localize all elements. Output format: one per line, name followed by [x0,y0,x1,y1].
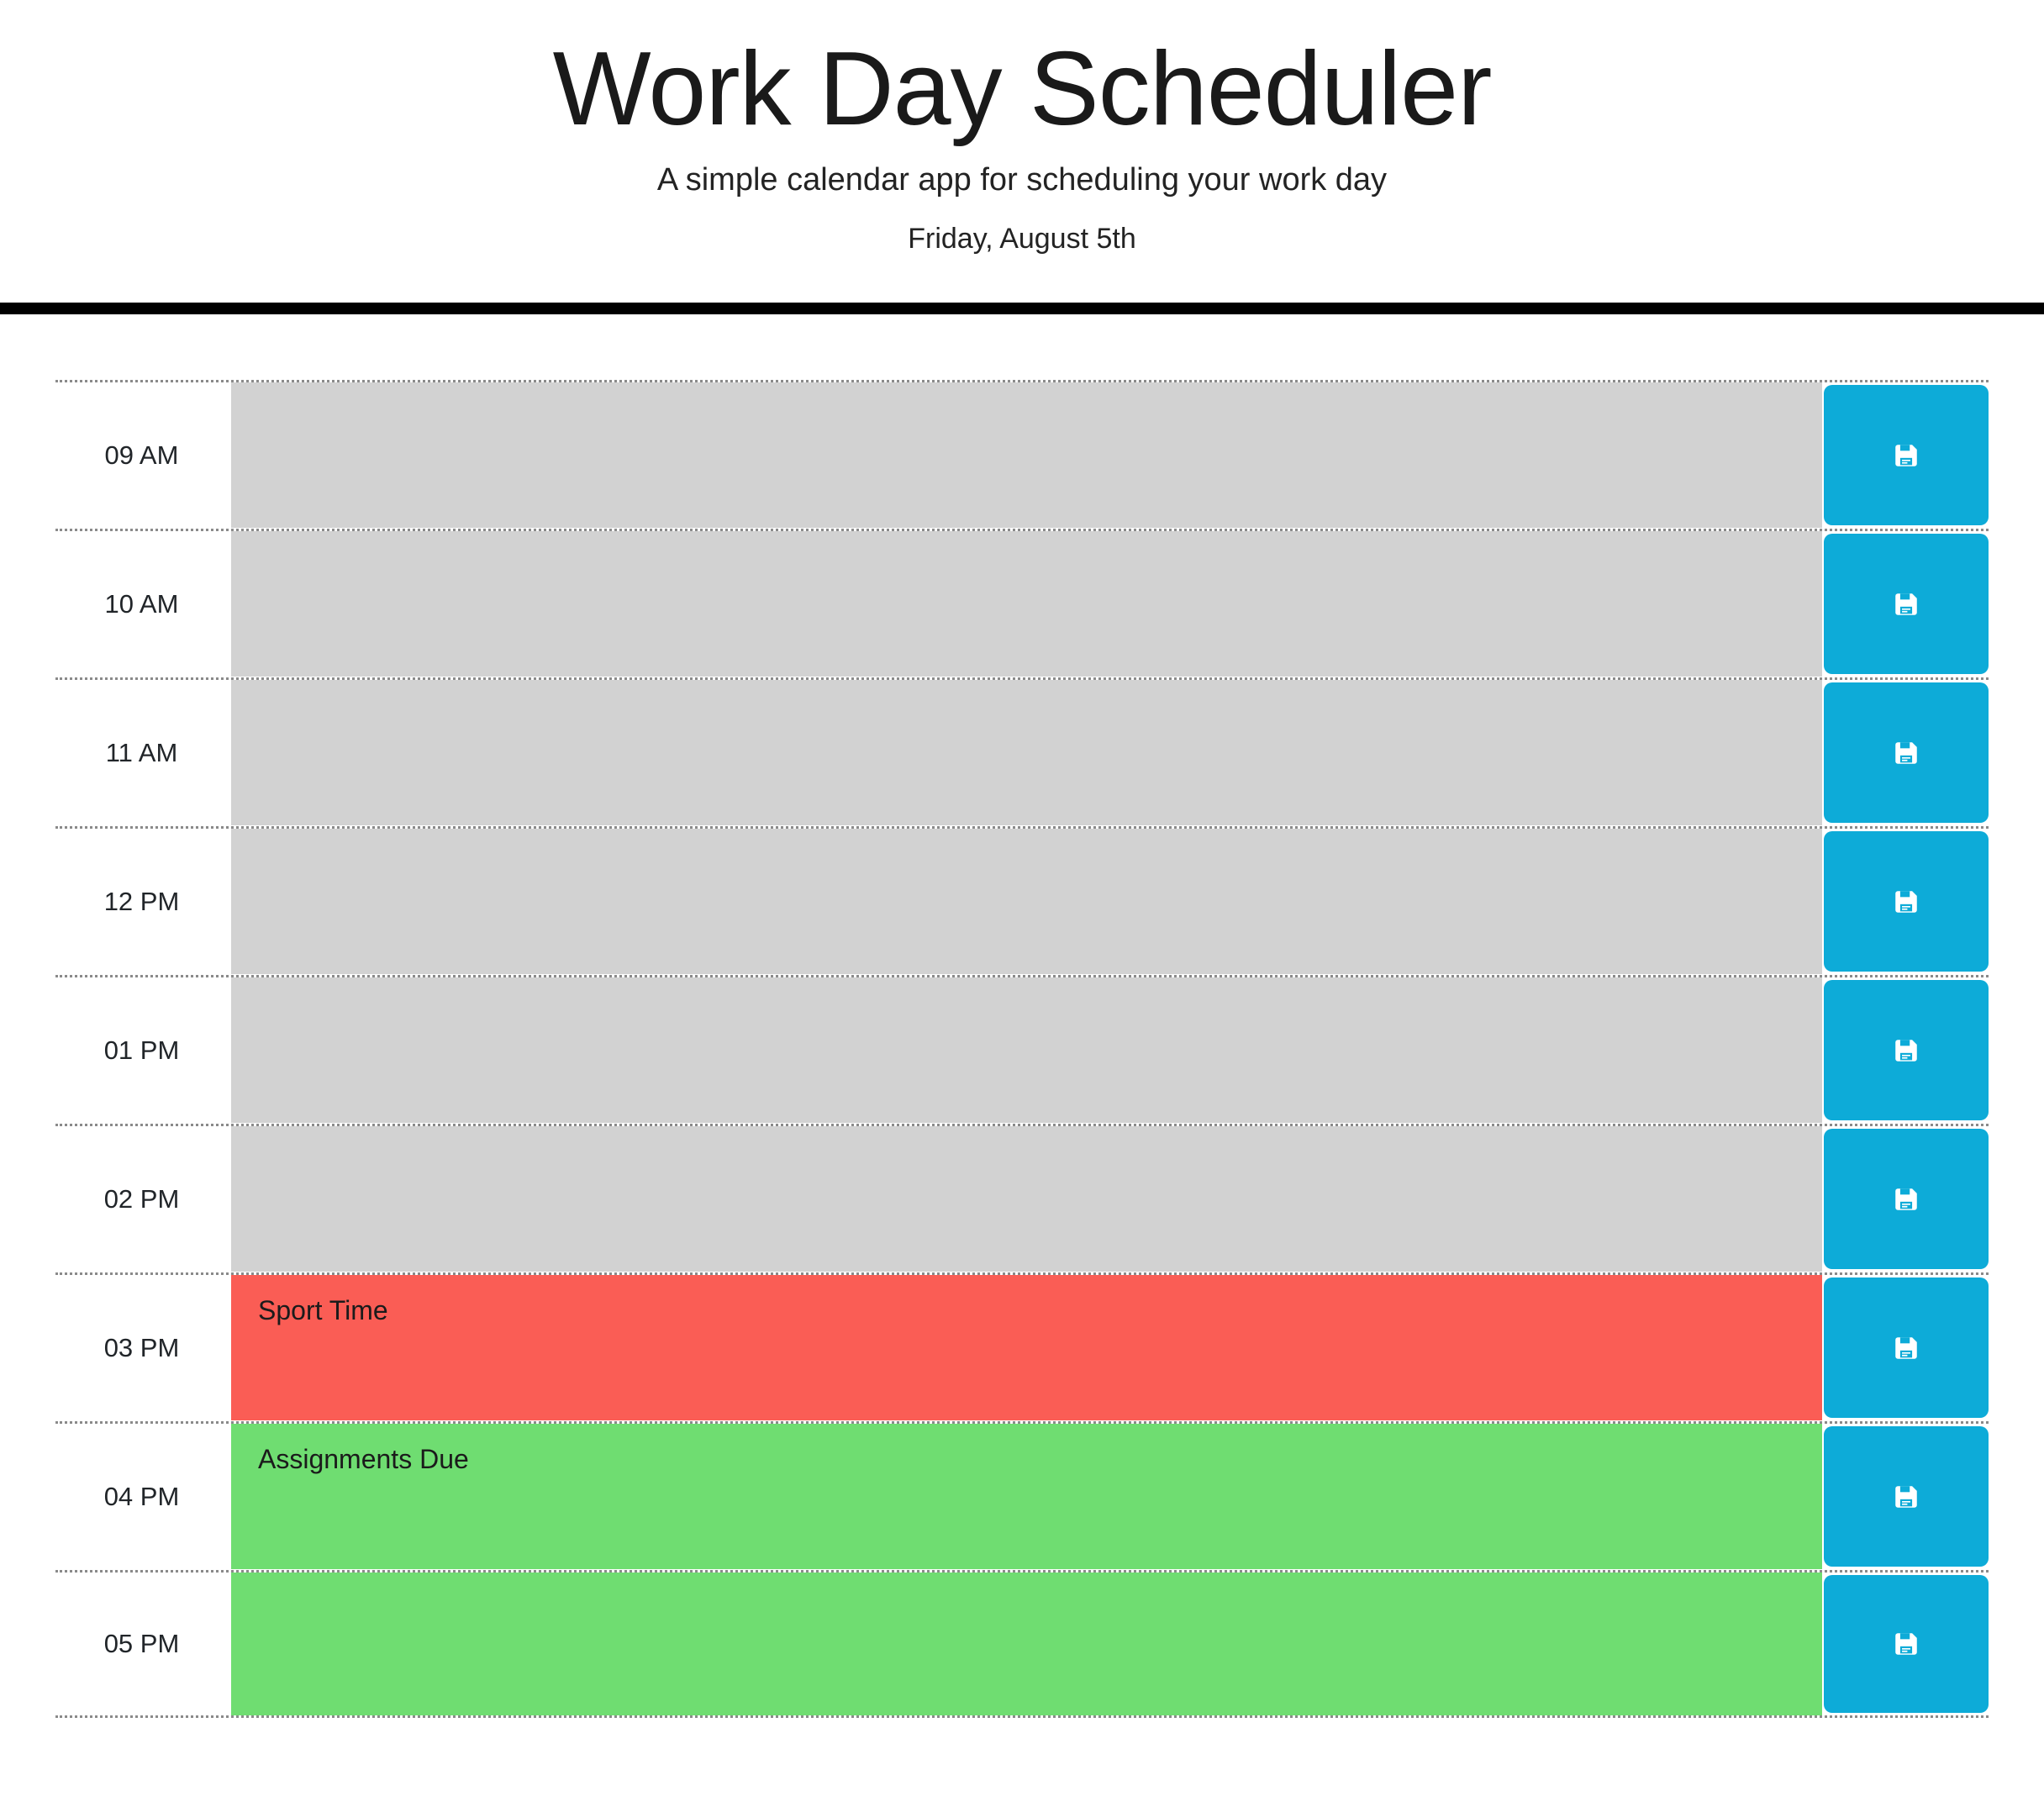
hour-label: 01 PM [55,977,228,1123]
event-description-input[interactable] [228,1424,1822,1569]
event-description-input[interactable] [228,1573,1822,1715]
time-block [55,1272,1989,1420]
page-subtitle: A simple calendar app for scheduling your work day [656,161,1388,198]
save-button[interactable] [1824,1129,1989,1269]
current-day: Friday, August 5th [908,222,1136,255]
save-icon [1892,1185,1920,1214]
event-description-input[interactable] [228,977,1822,1123]
save-icon [1892,1036,1920,1065]
time-block [55,1570,1989,1718]
hour-label: 03 PM [55,1275,228,1420]
header-divider [0,303,2044,314]
save-button[interactable] [1824,1278,1989,1418]
event-description-input[interactable] [228,829,1822,974]
save-button[interactable] [1824,385,1989,525]
event-description-input[interactable] [228,1275,1822,1420]
hour-label: 02 PM [55,1126,228,1272]
hour-label: 04 PM [55,1424,228,1569]
save-icon [1892,739,1920,767]
hour-label: 05 PM [55,1573,228,1715]
hour-label: 11 AM [55,680,228,825]
page-header [0,0,2044,303]
save-button[interactable] [1824,1426,1989,1567]
page-title: Work Day Scheduler [552,31,1492,147]
time-block [55,677,1989,825]
save-icon [1892,1334,1920,1362]
time-block [55,826,1989,974]
save-button[interactable] [1824,980,1989,1120]
event-description-input[interactable] [228,531,1822,677]
hour-label: 10 AM [55,531,228,677]
event-description-input[interactable] [228,382,1822,528]
time-block [55,1421,1989,1569]
event-description-input[interactable] [228,680,1822,825]
hour-label: 12 PM [55,829,228,974]
save-button[interactable] [1824,534,1989,674]
scheduler-container [0,314,2044,1718]
event-description-input[interactable] [228,1126,1822,1272]
hour-label: 09 AM [55,382,228,528]
save-button[interactable] [1824,831,1989,972]
save-icon [1892,1630,1920,1658]
time-block [55,1124,1989,1272]
time-block [55,529,1989,677]
time-block [55,380,1989,528]
save-button[interactable] [1824,1575,1989,1713]
time-block [55,975,1989,1123]
save-icon [1892,590,1920,619]
save-icon [1892,888,1920,916]
save-button[interactable] [1824,682,1989,823]
save-icon [1892,1483,1920,1511]
save-icon [1892,441,1920,470]
